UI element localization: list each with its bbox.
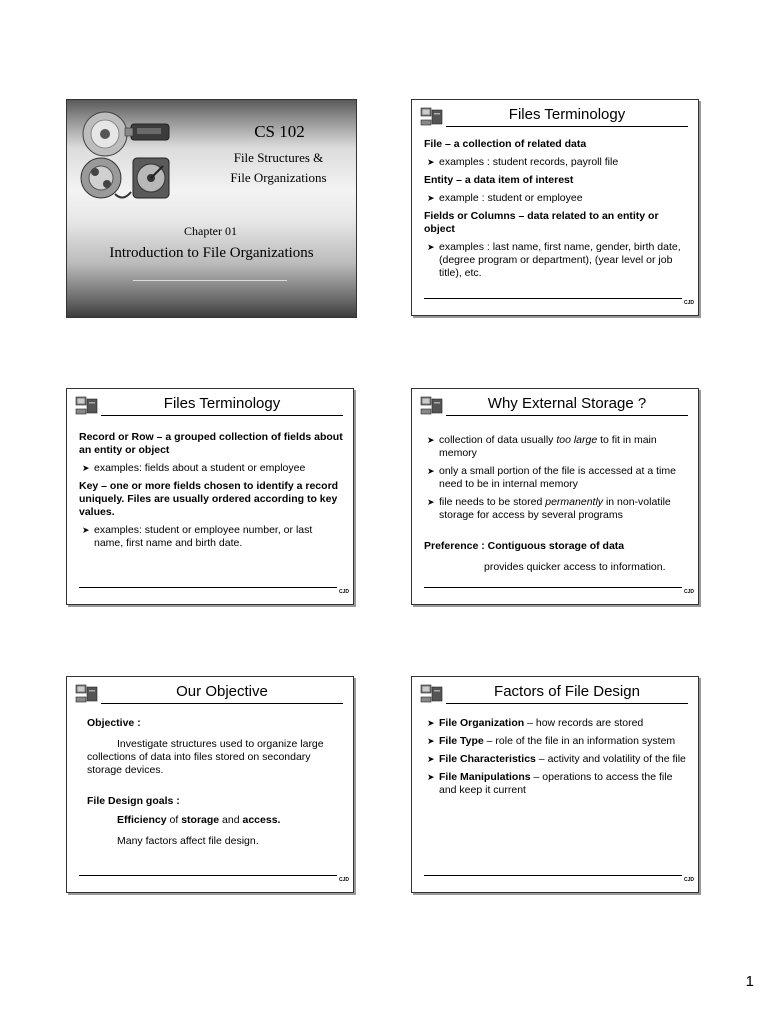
arrow-bullet-icon: ➤ bbox=[427, 736, 435, 746]
footer-rule bbox=[79, 587, 337, 588]
arrow-bullet-icon: ➤ bbox=[427, 718, 435, 728]
footer-rule bbox=[424, 298, 682, 299]
slide-our-objective bbox=[66, 676, 354, 893]
term-file: File – a collection of related data bbox=[424, 138, 587, 150]
title-divider bbox=[133, 280, 287, 281]
slide-content bbox=[424, 434, 688, 579]
arrow-bullet-icon: ➤ bbox=[427, 157, 435, 167]
objective-text: Investigate structures used to organize large collections of data into files stored on secondary storage devices. bbox=[87, 738, 324, 776]
bullet-item: ➤ examples : student records, payroll file bbox=[427, 156, 619, 168]
author-initials: CJD bbox=[683, 300, 694, 306]
bullet-item: ➤ File Manipulations – operations to access the file and keep it current bbox=[427, 771, 673, 796]
bullet-item: ➤ examples: student or employee number, or last name, first name and birth date. bbox=[82, 524, 313, 549]
bullet-item: ➤ example : student or employee bbox=[427, 192, 583, 204]
bullet-item: ➤ File Characteristics – activity and volatility of the file bbox=[427, 753, 686, 765]
arrow-bullet-icon: ➤ bbox=[82, 525, 90, 535]
bullet-item: ➤ File Organization – how records are stored bbox=[427, 717, 644, 729]
arrow-bullet-icon: ➤ bbox=[427, 193, 435, 203]
slide-content bbox=[424, 717, 688, 802]
page-number: 1 bbox=[745, 973, 754, 990]
arrow-bullet-icon: ➤ bbox=[82, 463, 90, 473]
bullet-item: ➤ file needs to be stored permanently in non-volatile storage for access by several programs bbox=[427, 496, 671, 521]
goal-line: Efficiency of storage and access. bbox=[117, 814, 281, 826]
slide-why-external-storage bbox=[411, 388, 699, 605]
bullet-item: ➤ examples: fields about a student or employee bbox=[82, 462, 306, 474]
arrow-bullet-icon: ➤ bbox=[427, 772, 435, 782]
slide-files-terminology-2 bbox=[66, 388, 354, 605]
term-key: Key – one or more fields chosen to identify a record uniquely. Files are usually ordered according to key values. bbox=[79, 480, 339, 518]
slide-content bbox=[87, 717, 343, 853]
slide-title: Why External Storage ? bbox=[446, 393, 688, 416]
term-entity: Entity – a data item of interest bbox=[424, 174, 574, 186]
slide-title: Factors of File Design bbox=[446, 681, 688, 704]
footer-rule bbox=[424, 587, 682, 588]
arrow-bullet-icon: ➤ bbox=[427, 497, 435, 507]
slide-title: Files Terminology bbox=[446, 104, 688, 127]
bullet-item: ➤ examples : last name, first name, gender, birth date, (degree program or department), (year level or job title), etc. bbox=[427, 241, 681, 279]
course-subtitle-line2: File Organizations bbox=[230, 170, 327, 185]
author-initials: CJD bbox=[683, 877, 694, 883]
slide-content bbox=[79, 431, 343, 555]
storage-devices-illustration bbox=[75, 106, 175, 206]
slide-factors-of-file-design bbox=[411, 676, 699, 893]
arrow-bullet-icon: ➤ bbox=[427, 435, 435, 445]
computer-clipart-icon bbox=[420, 683, 444, 705]
bullet-item: ➤ collection of data usually too large to fit in main memory bbox=[427, 434, 657, 459]
arrow-bullet-icon: ➤ bbox=[427, 242, 435, 252]
computer-clipart-icon bbox=[420, 106, 444, 128]
author-initials: CJD bbox=[338, 877, 349, 883]
preference-line: Preference : Contiguous storage of data bbox=[424, 540, 625, 552]
slide-title: Files Terminology bbox=[101, 393, 343, 416]
slide-content bbox=[424, 138, 688, 285]
slide-files-terminology-1 bbox=[411, 99, 699, 316]
title-slide bbox=[66, 99, 357, 318]
preference-note: provides quicker access to information. bbox=[484, 561, 666, 573]
author-initials: CJD bbox=[683, 589, 694, 595]
term-record: Record or Row – a grouped collection of fields about an entity or object bbox=[79, 431, 343, 456]
term-fields: Fields or Columns – data related to an entity or object bbox=[424, 210, 659, 235]
slide-title: Our Objective bbox=[101, 681, 343, 704]
course-code: CS 102 bbox=[254, 122, 305, 141]
chapter-title: Introduction to File Organizations bbox=[109, 245, 314, 261]
arrow-bullet-icon: ➤ bbox=[427, 754, 435, 764]
factors-note: Many factors affect file design. bbox=[117, 835, 259, 847]
footer-rule bbox=[424, 875, 682, 876]
bullet-item: ➤ File Type – role of the file in an information system bbox=[427, 735, 676, 747]
footer-rule bbox=[79, 875, 337, 876]
chapter-label: Chapter 01 bbox=[184, 224, 237, 238]
author-initials: CJD bbox=[338, 589, 349, 595]
arrow-bullet-icon: ➤ bbox=[427, 466, 435, 476]
objective-label: Objective : bbox=[87, 717, 141, 729]
computer-clipart-icon bbox=[75, 395, 99, 417]
bullet-item: ➤ only a small portion of the file is accessed at a time need to be in internal memory bbox=[427, 465, 676, 490]
course-subtitle-line1: File Structures & bbox=[233, 150, 324, 165]
computer-clipart-icon bbox=[75, 683, 99, 705]
computer-clipart-icon bbox=[420, 395, 444, 417]
goals-label: File Design goals : bbox=[87, 795, 180, 807]
